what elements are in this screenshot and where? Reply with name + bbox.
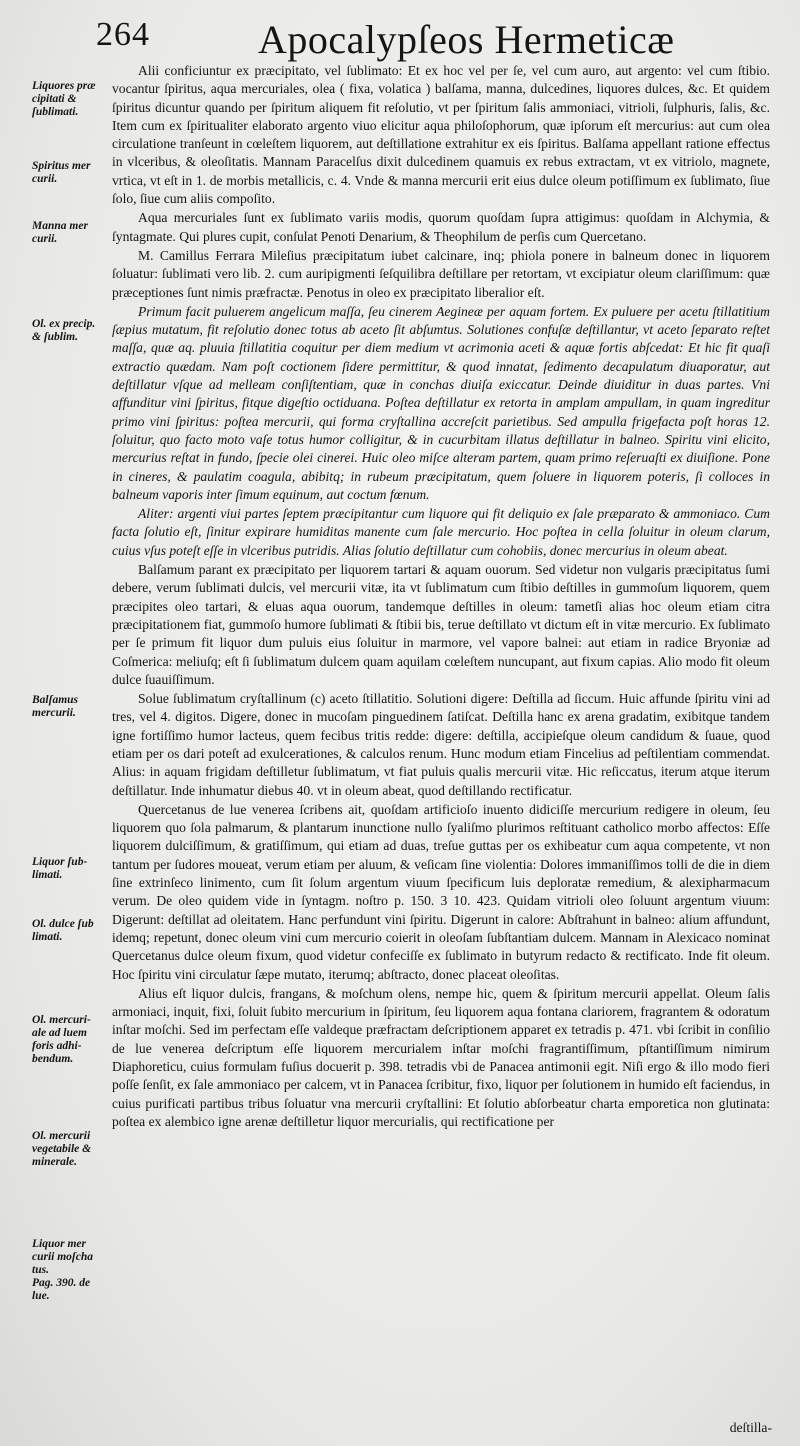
page-number: 264 [96,16,150,53]
margin-note: Ol. mercurii vegetabile & minerale. [32,1130,92,1168]
paragraph: Quercetanus de lue venerea ſcribens ait, quoſdam artificioſo inuento didiciſſe mercurium redigere in oleum, ſeu liquorem quo ſola palmarum, & plantarum inunctione nullo ſyaliſmo plurimos reſtituant catholico morbo affectos: Eſſe liquorem dulciſſimum, & gratiſſimum, qui etiam ad duas, treſue guttas per os exhibeatur cum aqua competente, vt non tantum per ſudores moueat, verum etiam per aluum, & veſicam ſine violentia: Dolores immaniſſimos tolli de die in diem ſine extrinſeco linimento, cum ſit ſolum argentum viuum ſpecificum luis deploratæ remedium, & alexipharmacum verum. De oleo quidem vide in ſyntagm. noſtro p. 150. 3 10. 423. Quidam vitrioli oleo ſoluunt argentum viuum: Digerunt: deſtillat ad oleitatem. Hanc perfundunt vini ſpiritu. Digerunt in calore: Abſtrahunt in balneo: alium affundunt, idemq; repetunt, donec oleum vini cum mercurio coierit in oleoſam ſubſtantiam dulcem. Mannam in Alexicaco nominat Quercetanus dulce oleum fixum, quod videtur confeciſſe ex ſublimato in butyrum redacto & rectificato. Inde fit oleum. Hoc ſpiritu vini circulatur ſæpe mutato, iterumq; abſtracto, donec placeat oleoſitas. [112,801,770,982]
margin-note: Ol. mercuri- ale ad luem foris adhi- bendum. [32,1014,91,1065]
running-title: Apocalypſeos Hermeticæ [258,17,675,62]
paragraph: Aqua mercuriales ſunt ex ſublimato variis modis, quorum quoſdam ſupra attigimus: quoſdam in Alchymia, & ſyntagmate. Qui plures cupit, conſulat Penoti Denarium, & Theophilum de perſis cum Quercetano. [112,210,770,244]
margin-note: Ol. ex precip. & ſublim. [32,318,96,343]
margin-note: Liquor mer curii moſcha tus. Pag. 390. de lue. [32,1238,94,1302]
paragraph: M. Camillus Ferrara Mileſius præcipitatum iubet calcinare, inq; phiola ponere in balneum donec in liquorem ſoluatur: ſublimati vero lib. 2. cum auripigmenti ſeſquilibra deſtillare per retortam, vt excipiatur oleum clariſſimum: quæ præceptiones ſunt nimis præfractæ. Penotus in oleo ex præcipitato liberalior eſt. [112,247,770,300]
body-text [112,62,770,1440]
margin-note: Ol. dulce ſub limati. [32,918,94,943]
paragraph: Primum facit puluerem angelicum maſſa, ſeu cinerem Aegineæ per aquam fortem. Ex puluere per acetu ſtillatitium ſæpius mutatum, fit reſolutio donec totus ab aceto ſit abſumtus. Solutiones confuſæ deſtillantur, vt aceto ſeparato reſtet maſſa, quæ aq. pluuia ſtillatitia coquitur per diem medium vt acrimonia aceti & aquæ fortis abſcedat: Et hic fit quaſi extractio quædam. Nam poſt coctionem ſidere permittitur, & quod innatat, ſedimento decapulatum diuaporatur, aut deſtillatur vſque ad melleam conſiſtentiam, quæ in conchas diuiſa exiccatur. Deinde diuiditur in duas partes. Vni affunditur vini ſpiritus, fitque digeſtio octiduana. Poſtea deſtillatur ex retorta in amplam ampullam, in quam ingreditur primo vini ſpiritus: poſtea mercurii, qui forma cryſtallina accreſcit parietibus. Sed ampulla frigefacta poſt horas 12. ſoluitur, quo facto moto vaſe totus humor colligitur, & in cucurbitam illatus deſtillatur in balneo. Spiritu vini elicito, mercurius reſtat in fundo, ſpecie olei cinerei. Huic oleo miſce alteram partem, quam primo reſeruaſti ex diuiſione. Pone in cineres, & paulatim coagula, abibitq; in rubeum præcipitatum, quem ſoluere in liquorem poteris, ſi colloces in balneum vaporis inter ſimum equinum, aut coctum fœnum. [112,303,770,502]
margin-note: Manna mer curii. [32,220,88,245]
paragraph: Aliter: argenti viui partes ſeptem præcipitantur cum liquore qui fit deliquio ex ſale præparato & ammoniaco. Cum facta ſolutio eſt, ſinitur expirare humiditas manente cum ſale mercurio. Hoc poſtea in cella ſoluitur in oleum clarum, cuius vſus poteſt eſſe in vlceribus putridis. Alias ſolutio deſtillatur cum cohobiis, donec mercurius in oleum abeat. [112,506,770,558]
margin-note: Balſamus mercurii. [32,694,79,719]
catchword: deſtilla- [729,1420,772,1435]
paragraph: Alius eſt liquor dulcis, frangans, & moſchum olens, nempe hic, quem & ſpiritum mercurii appellat. Oleum ſalis armoniaci, inquit, fixi, ſoluit ſubito mercurium in ſpiritum, ſeu liquorem aqua fontana clariorem, fragrantem & odoratum inſtar moſchi. Sed im perfectam eſſe valdeque præfractam deſcriptionem apparet ex tetradis p. 471. vbi ſcribit in conſilio de lue venerea deſcriptum eſſe liquorem mercurialem inſtar moſchi fragrantiſſimum, pſtantiſſimum nimirum Diaphoreticu, cuius formulam fuſius docuerit p. 398. tetradis vbi de Panacea antimonii egit. Niſi ergo & illo modo fieri poſſe ſenſit, ex ſale ammoniaco per calcem, vt in Panacea ſcribitur, fixo, liquor per ſolutionem in humido eſt faciendus, in cuius purificati partibus tribus ſoluatur vna mercurii cryſtallini: Et ſolutio abſorbeatur charta emporetica non glutinata: poſtea ex alembico igne arenæ deſtilletur liquor mercurialis, qui rectificatione per [112,985,770,1129]
margin-note: Liquores præ cipitati & ſublimati. [32,80,96,118]
margin-note: Spiritus mer curii. [32,160,91,185]
paragraph: Alii conficiuntur ex præcipitato, vel ſublimato: Et ex hoc vel per ſe, vel cum auro, aut argento: vel cum ſtibio. vocantur ſpiritus, aqua mercuriales, olea ( fixa, volatica ) balſama, manna, dulcedines, liquores dulces, &c. Et quidem ſpiritus dicuntur quando per ſpiritum aliquem fit reſolutio, vt per ſpiritum ſalis ammoniaci, vitrioli, ſulphuris, ſalis, &c. Item cum ex ſpiritualiter elaborato argento viuo elicitur aqua philoſophorum, quæ ipſorum eſt mercurius: aut cum olea circulatione tranſeunt in cœleſtem liquorem, aut deſtillatione extrahitur ex eis ſpiritus. Balſama appellant ratione effectus in vlceribus, & oleoſitatis. Mannam Paracelſus dixit dulcedinem quamuis ex rebus extractam, vt ex vitriolo, magnete, vrtica, vt eſt in 1. de morbis metallicis, c. 4. Vnde & manna mercurii erit eius dulce oleum potiſſimum ex ſublimato, ſiue ſolo, ſiue cum aliis compoſito. [112,63,770,207]
paragraph: Balſamum parant ex præcipitato per liquorem tartari & aquam ouorum. Sed videtur non vulgaris præcipitatus ſumi debere, verum ſublimati dulcis, vel mercurii vitæ, ita vt ſublimatum cum ſtibio deſtilles in gummoſum liquorem, quem præcipites oleo tartari, & eluas aqua ouorum, tandemque deſtilles in oleum: tametſi alias hoc oleum etiam citra præcipitationem fiat, gummoſo humore ſublimati & ſtibii bis, terue deſtillato vt dictum eſt in vitæ mercurio. Ex ſublimato per ſe primum fit liquor dum puluis eius ſoluitur in marmore, vel vapore balnei: aut etiam in radice Bryoniæ ad Coſmerica: meliuſq; eſt ſi ſublimatum dulcem quam aquilam cœleſtem nuncupant, aut fixum capias. Alio modo fit oleum dulce ſuauiſſimum. [112,562,770,687]
paragraph: Solue ſublimatum cryſtallinum (c) aceto ſtillatitio. Solutioni digere: Deſtilla ad ſiccum. Huic affunde ſpiritu vini ad tres, vel 4. digitos. Digere, donec in mucoſam pinguedinem ſatiſcat. Deſtilla hanc ex arena gradatim, exibitque tandem igne fortiſſimo humor lacteus, quem fecibus tritis redde: digere: deſtilla, accipieſque oleum candidum & ſuaue, quod etiam per os dari poteſt ad exulcerationes, & calculos renum. Hunc modum etiam Fincelius ad peſtilentiam commendat. Alius: in aquam frigidam deſtilletur ſublimatum, vt fiat puluis qualis mercurii vitæ. Hic reſiccatus, iterum atque iterum deſtillatur. Inde inhumatur diebus 40. vt in oleum abeat, quod deſtillando rectificatur. [112,691,770,798]
margin-note: Liquor ſub- limati. [32,856,88,881]
margin-notes [0,0,112,1446]
